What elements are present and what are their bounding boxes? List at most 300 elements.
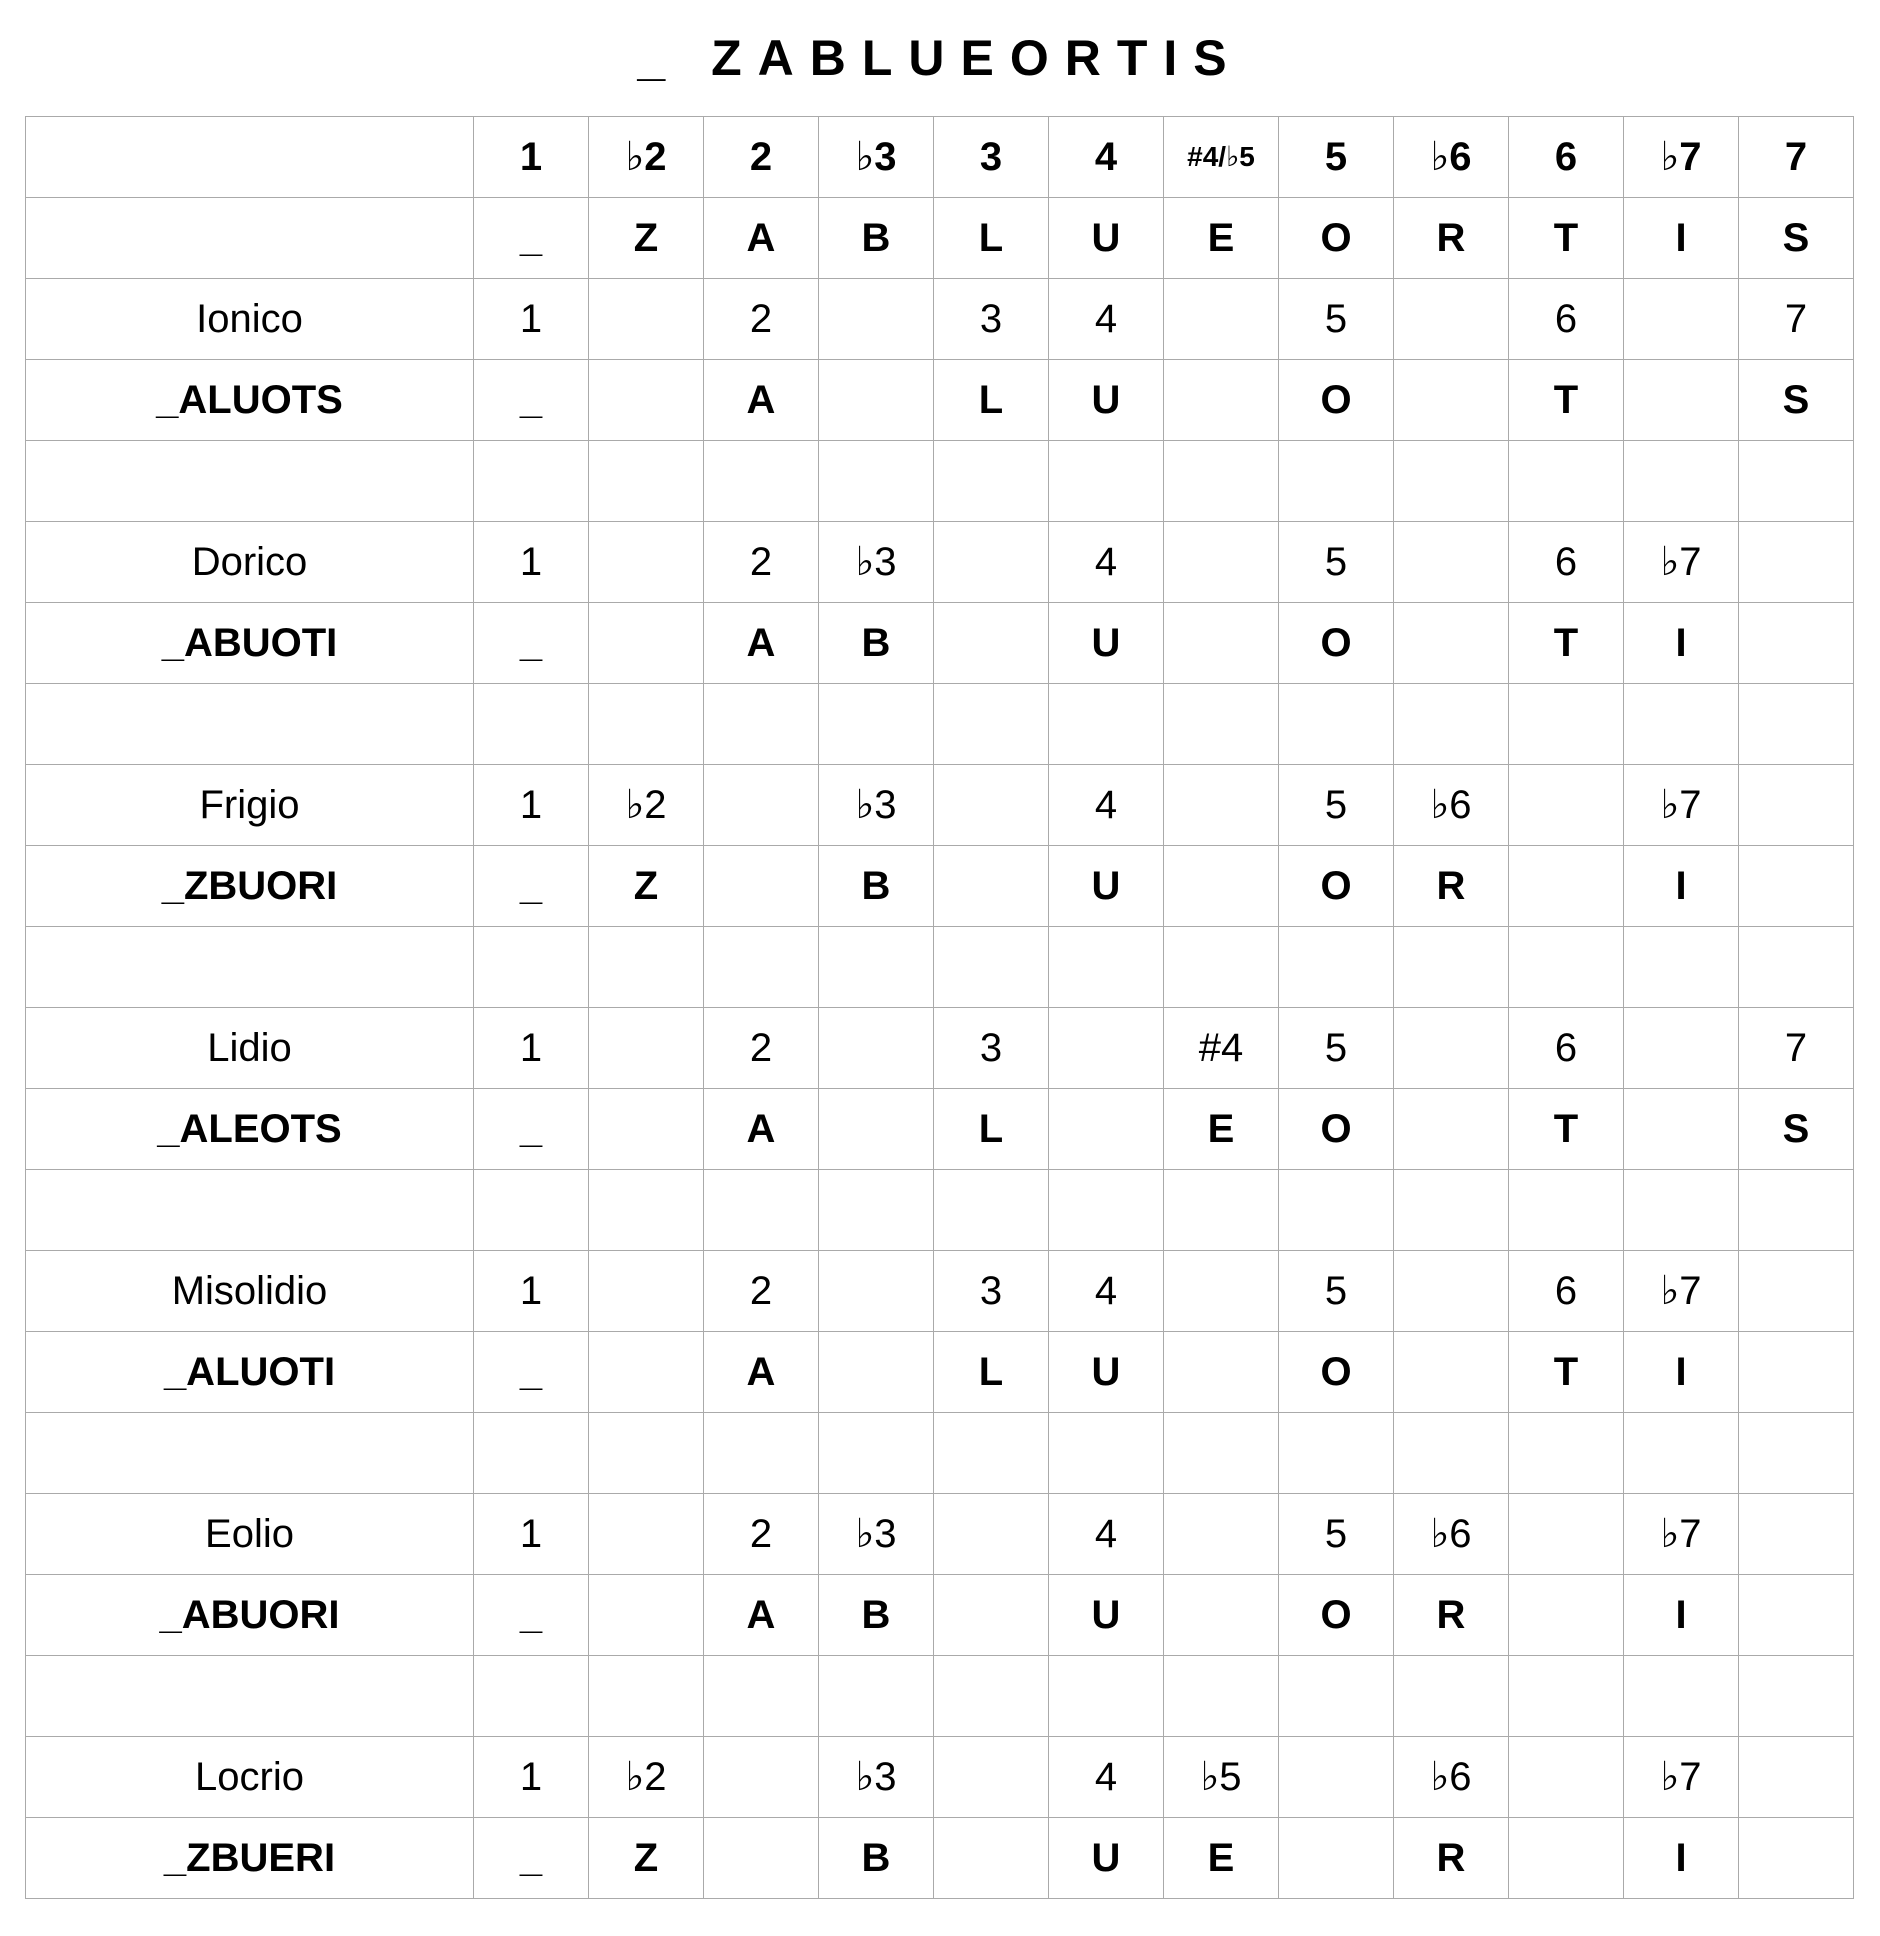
degree-cell: ♭7 <box>1624 1251 1739 1332</box>
header-degree-cell: ♭2 <box>589 117 704 198</box>
letter-cell: _ <box>474 360 589 441</box>
spacer-cell <box>1394 927 1509 1008</box>
degree-cell: 1 <box>474 522 589 603</box>
spacer-cell <box>1049 684 1164 765</box>
mode-letter-row <box>26 846 1854 927</box>
degree-header-row <box>26 117 1854 198</box>
letter-cell: S <box>1739 1089 1854 1170</box>
degree-cell: 3 <box>934 1251 1049 1332</box>
degree-cell <box>934 522 1049 603</box>
degree-cell: 5 <box>1279 522 1394 603</box>
letter-cell: _ <box>474 1818 589 1899</box>
mode-syllables: _ZBUERI <box>26 1818 474 1899</box>
degree-cell: 2 <box>704 1251 819 1332</box>
spacer-cell <box>1164 1170 1279 1251</box>
degree-cell <box>589 522 704 603</box>
degree-cell: 7 <box>1739 279 1854 360</box>
degree-cell <box>1509 1737 1624 1818</box>
spacer-cell <box>474 1656 589 1737</box>
degree-cell: ♭3 <box>819 1737 934 1818</box>
letter-cell: O <box>1279 603 1394 684</box>
letter-cell: B <box>819 603 934 684</box>
letter-cell: O <box>1279 1089 1394 1170</box>
spacer-cell <box>1049 1656 1164 1737</box>
spacer-cell <box>704 1413 819 1494</box>
letter-cell <box>934 846 1049 927</box>
degree-cell <box>589 1251 704 1332</box>
letter-cell: I <box>1624 846 1739 927</box>
header-degree-cell: 2 <box>704 117 819 198</box>
degree-cell <box>1394 1251 1509 1332</box>
letter-cell <box>1509 846 1624 927</box>
degree-cell: ♭3 <box>819 765 934 846</box>
header-letter-cell: O <box>1279 198 1394 279</box>
spacer-cell <box>474 1170 589 1251</box>
letter-cell: E <box>1164 1818 1279 1899</box>
letter-cell <box>589 1332 704 1413</box>
degree-cell: ♭6 <box>1394 1494 1509 1575</box>
mode-degree-row <box>26 765 1854 846</box>
header-corner-cell <box>26 198 474 279</box>
header-degree-cell: ♭7 <box>1624 117 1739 198</box>
spacer-cell <box>589 1413 704 1494</box>
letter-cell <box>1394 1089 1509 1170</box>
letter-cell: R <box>1394 1575 1509 1656</box>
degree-cell <box>1739 1737 1854 1818</box>
spacer-cell <box>1509 441 1624 522</box>
letter-cell: O <box>1279 846 1394 927</box>
spacer-cell <box>474 441 589 522</box>
header-degree-cell: #4/♭5 <box>1164 117 1279 198</box>
spacer-cell <box>1164 1656 1279 1737</box>
header-letter-cell: _ <box>474 198 589 279</box>
spacer-row <box>26 1413 1854 1494</box>
spacer-cell <box>1509 927 1624 1008</box>
mode-syllables: _ALEOTS <box>26 1089 474 1170</box>
degree-cell <box>934 1494 1049 1575</box>
mode-syllables: _ABUORI <box>26 1575 474 1656</box>
header-letter-cell: Z <box>589 198 704 279</box>
spacer-cell <box>819 441 934 522</box>
spacer-cell <box>26 1170 474 1251</box>
letter-cell <box>1394 1332 1509 1413</box>
degree-cell: ♭7 <box>1624 1737 1739 1818</box>
degree-cell <box>1509 765 1624 846</box>
degree-cell: 1 <box>474 765 589 846</box>
letter-cell: _ <box>474 1575 589 1656</box>
spacer-cell <box>474 927 589 1008</box>
letter-cell: U <box>1049 1818 1164 1899</box>
degree-cell: 7 <box>1739 1008 1854 1089</box>
degree-cell: 6 <box>1509 1251 1624 1332</box>
mode-letter-row <box>26 360 1854 441</box>
degree-cell: 4 <box>1049 522 1164 603</box>
degree-cell <box>819 1008 934 1089</box>
letter-cell <box>704 1818 819 1899</box>
letter-cell: S <box>1739 360 1854 441</box>
letter-cell: T <box>1509 360 1624 441</box>
letter-cell: _ <box>474 603 589 684</box>
letter-cell: B <box>819 1575 934 1656</box>
letter-cell <box>1739 1818 1854 1899</box>
letter-cell: _ <box>474 846 589 927</box>
degree-cell: 5 <box>1279 1008 1394 1089</box>
letter-cell: I <box>1624 1332 1739 1413</box>
spacer-cell <box>819 1656 934 1737</box>
mode-degree-row <box>26 279 1854 360</box>
header-letter-cell: A <box>704 198 819 279</box>
header-degree-cell: 3 <box>934 117 1049 198</box>
letter-cell: A <box>704 1332 819 1413</box>
spacer-cell <box>1624 1170 1739 1251</box>
spacer-cell <box>934 1170 1049 1251</box>
letter-cell: U <box>1049 1332 1164 1413</box>
degree-cell <box>1164 765 1279 846</box>
degree-cell <box>1394 522 1509 603</box>
letter-cell <box>1164 360 1279 441</box>
letter-cell <box>1394 360 1509 441</box>
degree-cell <box>704 1737 819 1818</box>
header-letter-cell: T <box>1509 198 1624 279</box>
header-degree-cell: 4 <box>1049 117 1164 198</box>
degree-cell <box>704 765 819 846</box>
spacer-row <box>26 1656 1854 1737</box>
degree-cell: 1 <box>474 1494 589 1575</box>
spacer-cell <box>589 1170 704 1251</box>
degree-cell: 3 <box>934 279 1049 360</box>
letter-cell <box>1739 603 1854 684</box>
degree-cell: ♭6 <box>1394 1737 1509 1818</box>
letter-cell: A <box>704 1089 819 1170</box>
header-degree-cell: 1 <box>474 117 589 198</box>
mode-name: Ionico <box>26 279 474 360</box>
header-degree-cell: 6 <box>1509 117 1624 198</box>
letter-cell: T <box>1509 603 1624 684</box>
degree-cell <box>1164 1494 1279 1575</box>
letter-cell <box>934 1818 1049 1899</box>
spacer-cell <box>704 441 819 522</box>
spacer-cell <box>474 1413 589 1494</box>
letter-cell: T <box>1509 1089 1624 1170</box>
mode-name: Locrio <box>26 1737 474 1818</box>
spacer-cell <box>589 927 704 1008</box>
spacer-row <box>26 927 1854 1008</box>
degree-cell <box>1164 279 1279 360</box>
letter-cell: U <box>1049 603 1164 684</box>
spacer-cell <box>1739 1656 1854 1737</box>
letter-cell <box>1739 1575 1854 1656</box>
degree-cell: 1 <box>474 1008 589 1089</box>
header-letter-cell: E <box>1164 198 1279 279</box>
degree-cell <box>1049 1008 1164 1089</box>
modes-table <box>25 116 1854 1899</box>
letter-cell: U <box>1049 846 1164 927</box>
letter-cell <box>1164 1332 1279 1413</box>
letter-cell: O <box>1279 1332 1394 1413</box>
mode-degree-row <box>26 1494 1854 1575</box>
degree-cell: 2 <box>704 279 819 360</box>
letter-cell <box>1049 1089 1164 1170</box>
degree-cell: ♭7 <box>1624 522 1739 603</box>
degree-cell <box>1624 279 1739 360</box>
degree-cell: #4 <box>1164 1008 1279 1089</box>
letter-header-row <box>26 198 1854 279</box>
letter-cell: L <box>934 360 1049 441</box>
header-degree-cell: ♭3 <box>819 117 934 198</box>
spacer-cell <box>1624 1656 1739 1737</box>
spacer-cell <box>26 1413 474 1494</box>
header-degree-cell: 7 <box>1739 117 1854 198</box>
spacer-cell <box>934 1413 1049 1494</box>
spacer-cell <box>819 1170 934 1251</box>
degree-cell: 6 <box>1509 1008 1624 1089</box>
spacer-cell <box>704 684 819 765</box>
degree-cell: 4 <box>1049 279 1164 360</box>
letter-cell <box>1739 846 1854 927</box>
spacer-cell <box>1049 1413 1164 1494</box>
degree-cell <box>934 765 1049 846</box>
letter-cell <box>934 1575 1049 1656</box>
spacer-cell <box>704 1170 819 1251</box>
letter-cell <box>1509 1818 1624 1899</box>
spacer-cell <box>1394 1656 1509 1737</box>
spacer-cell <box>934 684 1049 765</box>
spacer-row <box>26 441 1854 522</box>
spacer-cell <box>1394 1413 1509 1494</box>
degree-cell <box>1279 1737 1394 1818</box>
degree-cell <box>589 1008 704 1089</box>
degree-cell: 4 <box>1049 1737 1164 1818</box>
spacer-cell <box>1509 1413 1624 1494</box>
degree-cell: 5 <box>1279 1251 1394 1332</box>
spacer-cell <box>1509 1170 1624 1251</box>
mode-degree-row <box>26 1251 1854 1332</box>
mode-degree-row <box>26 1008 1854 1089</box>
letter-cell: I <box>1624 603 1739 684</box>
spacer-cell <box>1509 684 1624 765</box>
mode-syllables: _ALUOTS <box>26 360 474 441</box>
degree-cell: 4 <box>1049 1251 1164 1332</box>
letter-cell: O <box>1279 360 1394 441</box>
spacer-cell <box>704 927 819 1008</box>
spacer-cell <box>1279 441 1394 522</box>
letter-cell: A <box>704 1575 819 1656</box>
mode-name: Frigio <box>26 765 474 846</box>
header-letter-cell: R <box>1394 198 1509 279</box>
letter-cell <box>1624 360 1739 441</box>
degree-cell <box>589 279 704 360</box>
degree-cell: 4 <box>1049 765 1164 846</box>
spacer-cell <box>1624 1413 1739 1494</box>
degree-cell: 6 <box>1509 279 1624 360</box>
spacer-cell <box>1279 1170 1394 1251</box>
letter-cell: R <box>1394 1818 1509 1899</box>
letter-cell: T <box>1509 1332 1624 1413</box>
spacer-cell <box>819 1413 934 1494</box>
spacer-cell <box>1624 684 1739 765</box>
spacer-cell <box>1509 1656 1624 1737</box>
degree-cell: 2 <box>704 1494 819 1575</box>
degree-cell <box>589 1494 704 1575</box>
letter-cell <box>1394 603 1509 684</box>
letter-cell: L <box>934 1332 1049 1413</box>
letter-cell: I <box>1624 1818 1739 1899</box>
spacer-cell <box>1394 441 1509 522</box>
letter-cell: B <box>819 846 934 927</box>
spacer-cell <box>1624 441 1739 522</box>
header-degree-cell: ♭6 <box>1394 117 1509 198</box>
degree-cell: 3 <box>934 1008 1049 1089</box>
letter-cell: O <box>1279 1575 1394 1656</box>
spacer-cell <box>1739 1170 1854 1251</box>
degree-cell: 5 <box>1279 1494 1394 1575</box>
spacer-cell <box>26 441 474 522</box>
mode-degree-row <box>26 1737 1854 1818</box>
modes-table-body <box>26 117 1854 1899</box>
mode-letter-row <box>26 1089 1854 1170</box>
degree-cell: 4 <box>1049 1494 1164 1575</box>
spacer-cell <box>26 1656 474 1737</box>
degree-cell <box>934 1737 1049 1818</box>
degree-cell: 6 <box>1509 522 1624 603</box>
spacer-cell <box>1739 441 1854 522</box>
degree-cell: 5 <box>1279 279 1394 360</box>
mode-letter-row <box>26 1332 1854 1413</box>
letter-cell <box>1164 846 1279 927</box>
spacer-cell <box>1164 1413 1279 1494</box>
degree-cell <box>1509 1494 1624 1575</box>
degree-cell <box>1164 522 1279 603</box>
spacer-cell <box>474 684 589 765</box>
degree-cell: ♭7 <box>1624 1494 1739 1575</box>
letter-cell <box>819 360 934 441</box>
spacer-cell <box>934 927 1049 1008</box>
letter-cell <box>589 1575 704 1656</box>
letter-cell: A <box>704 603 819 684</box>
letter-cell: B <box>819 1818 934 1899</box>
degree-cell: 1 <box>474 1251 589 1332</box>
degree-cell: 2 <box>704 522 819 603</box>
spacer-cell <box>589 684 704 765</box>
degree-cell <box>1739 1251 1854 1332</box>
letter-cell <box>819 1089 934 1170</box>
degree-cell <box>1739 522 1854 603</box>
degree-cell: 2 <box>704 1008 819 1089</box>
letter-cell: _ <box>474 1332 589 1413</box>
letter-cell: R <box>1394 846 1509 927</box>
spacer-cell <box>1279 1656 1394 1737</box>
spacer-cell <box>1394 1170 1509 1251</box>
degree-cell <box>1394 279 1509 360</box>
letter-cell <box>589 603 704 684</box>
degree-cell: ♭6 <box>1394 765 1509 846</box>
degree-cell <box>1164 1251 1279 1332</box>
letter-cell <box>1509 1575 1624 1656</box>
letter-cell <box>1164 603 1279 684</box>
spacer-cell <box>26 927 474 1008</box>
degree-cell: 1 <box>474 1737 589 1818</box>
spacer-cell <box>1279 684 1394 765</box>
degree-cell: 5 <box>1279 765 1394 846</box>
degree-cell: ♭5 <box>1164 1737 1279 1818</box>
letter-cell <box>1624 1089 1739 1170</box>
mode-letter-row <box>26 603 1854 684</box>
letter-cell <box>1739 1332 1854 1413</box>
mode-name: Lidio <box>26 1008 474 1089</box>
spacer-cell <box>1049 927 1164 1008</box>
page-title: _ ZABLUEORTIS <box>637 30 1243 86</box>
mode-degree-row <box>26 522 1854 603</box>
spacer-cell <box>819 927 934 1008</box>
degree-cell <box>1394 1008 1509 1089</box>
degree-cell: ♭2 <box>589 1737 704 1818</box>
letter-cell: U <box>1049 360 1164 441</box>
spacer-cell <box>26 684 474 765</box>
letter-cell <box>704 846 819 927</box>
degree-cell: ♭7 <box>1624 765 1739 846</box>
spacer-row <box>26 684 1854 765</box>
letter-cell: L <box>934 1089 1049 1170</box>
header-letter-cell: I <box>1624 198 1739 279</box>
spacer-cell <box>1739 684 1854 765</box>
spacer-row <box>26 1170 1854 1251</box>
letter-cell: Z <box>589 1818 704 1899</box>
degree-cell: 1 <box>474 279 589 360</box>
spacer-cell <box>1624 927 1739 1008</box>
spacer-cell <box>934 441 1049 522</box>
mode-name: Misolidio <box>26 1251 474 1332</box>
spacer-cell <box>1739 1413 1854 1494</box>
mode-letter-row <box>26 1575 1854 1656</box>
letter-cell <box>934 603 1049 684</box>
degree-cell <box>1739 1494 1854 1575</box>
letter-cell <box>589 360 704 441</box>
letter-cell: I <box>1624 1575 1739 1656</box>
letter-cell: U <box>1049 1575 1164 1656</box>
spacer-cell <box>1049 1170 1164 1251</box>
spacer-cell <box>1279 927 1394 1008</box>
degree-cell: ♭3 <box>819 522 934 603</box>
header-letter-cell: L <box>934 198 1049 279</box>
mode-name: Dorico <box>26 522 474 603</box>
spacer-cell <box>704 1656 819 1737</box>
letter-cell <box>1164 1575 1279 1656</box>
mode-syllables: _ALUOTI <box>26 1332 474 1413</box>
mode-name: Eolio <box>26 1494 474 1575</box>
degree-cell <box>819 1251 934 1332</box>
spacer-cell <box>1279 1413 1394 1494</box>
letter-cell <box>819 1332 934 1413</box>
header-letter-cell: B <box>819 198 934 279</box>
mode-syllables: _ZBUORI <box>26 846 474 927</box>
spacer-cell <box>589 1656 704 1737</box>
spacer-cell <box>1164 441 1279 522</box>
spacer-cell <box>1739 927 1854 1008</box>
spacer-cell <box>934 1656 1049 1737</box>
letter-cell <box>589 1089 704 1170</box>
spacer-cell <box>1049 441 1164 522</box>
spacer-cell <box>1164 927 1279 1008</box>
letter-cell: A <box>704 360 819 441</box>
degree-cell <box>819 279 934 360</box>
degree-cell <box>1624 1008 1739 1089</box>
spacer-cell <box>1394 684 1509 765</box>
letter-cell: E <box>1164 1089 1279 1170</box>
mode-syllables: _ABUOTI <box>26 603 474 684</box>
letter-cell: _ <box>474 1089 589 1170</box>
degree-cell: ♭2 <box>589 765 704 846</box>
spacer-cell <box>589 441 704 522</box>
